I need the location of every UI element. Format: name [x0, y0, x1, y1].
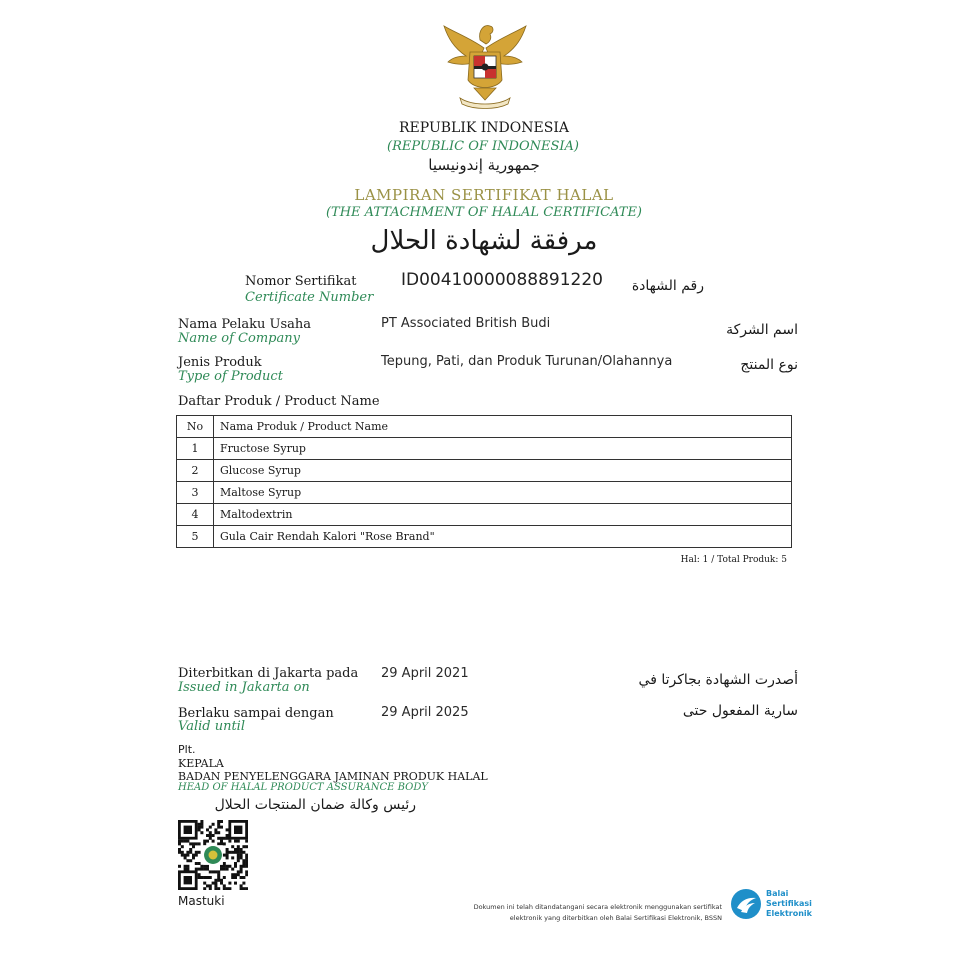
bsre-logo-text	[766, 889, 812, 919]
table-header-row	[177, 416, 792, 438]
signatory-body: BADAN PENYELENGGARA JAMINAN PRODUK HALAL	[178, 770, 488, 783]
table-row	[177, 460, 792, 482]
table-row	[177, 526, 792, 548]
valid-label-ar: سارية المفعول حتى	[682, 703, 798, 719]
company-label-en: Name of Company	[178, 331, 300, 346]
product-type-label: Jenis Produk	[178, 355, 262, 370]
bsre-text-line3: Elektronik	[766, 909, 812, 918]
row-product-name: Glucose Syrup	[214, 460, 792, 482]
row-no: 3	[177, 482, 214, 504]
issued-label: Diterbitkan di Jakarta pada	[178, 666, 359, 681]
certificate-number: ID00410000088891220	[401, 270, 603, 290]
column-header-name: Nama Produk / Product Name	[214, 416, 792, 438]
certificate-number-label: Nomor Sertifikat	[245, 274, 357, 289]
company-name: PT Associated British Budi	[381, 316, 551, 331]
page-info: Hal: 1 / Total Produk: 5	[680, 555, 787, 565]
row-product-name: Gula Cair Rendah Kalori "Rose Brand"	[214, 526, 792, 548]
electronic-signature-note	[446, 902, 722, 924]
issued-label-en: Issued in Jakarta on	[178, 680, 310, 695]
country-name-ar: جمهورية إندونيسيا	[428, 156, 540, 174]
row-no: 5	[177, 526, 214, 548]
product-table	[176, 415, 792, 548]
table-row	[177, 482, 792, 504]
row-no: 1	[177, 438, 214, 460]
issued-label-ar: أصدرت الشهادة بجاكرتا في	[638, 672, 798, 688]
bsre-text-line2: Sertifikasi	[766, 899, 812, 908]
signatory-title: KEPALA	[178, 757, 224, 770]
country-name-en: (REPUBLIC OF INDONESIA)	[387, 139, 579, 154]
signatory-body-ar: رئيس وكالة ضمان المنتجات الحلال	[214, 797, 416, 813]
product-type-value: Tepung, Pati, dan Produk Turunan/Olahannya	[381, 354, 673, 369]
row-no: 2	[177, 460, 214, 482]
certificate-number-label-en: Certificate Number	[245, 290, 374, 305]
table-row	[177, 504, 792, 526]
row-product-name: Maltose Syrup	[214, 482, 792, 504]
valid-label: Berlaku sampai dengan	[178, 706, 334, 721]
signatory-name: Mastuki	[178, 894, 225, 908]
company-label: Nama Pelaku Usaha	[178, 317, 311, 332]
electronic-signature-note-line2: elektronik yang diterbitkan oleh Balai Sertifikasi Elektronik, BSSN	[509, 914, 722, 922]
valid-label-en: Valid until	[178, 719, 245, 734]
country-name: REPUBLIK INDONESIA	[399, 120, 569, 136]
signatory-body-en: HEAD OF HALAL PRODUCT ASSURANCE BODY	[178, 782, 428, 793]
company-label-ar: اسم الشركة	[726, 322, 798, 338]
bsre-logo-icon	[730, 888, 762, 920]
document-title-ar: مرفقة لشهادة الحلال	[370, 226, 598, 256]
qr-code-icon	[178, 820, 248, 890]
issued-date: 29 April 2021	[381, 666, 469, 681]
row-product-name: Fructose Syrup	[214, 438, 792, 460]
product-list-heading: Daftar Produk / Product Name	[178, 394, 380, 409]
valid-date: 29 April 2025	[381, 705, 469, 720]
product-type-label-ar: نوع المنتج	[740, 357, 798, 373]
row-product-name: Maltodextrin	[214, 504, 792, 526]
product-type-label-en: Type of Product	[178, 369, 283, 384]
table-row	[177, 438, 792, 460]
column-header-no: No	[177, 416, 214, 438]
garuda-emblem-icon	[440, 18, 530, 110]
bsre-text-line1: Balai	[766, 889, 789, 898]
document-title: LAMPIRAN SERTIFIKAT HALAL	[354, 186, 614, 204]
document-title-en: (THE ATTACHMENT OF HALAL CERTIFICATE)	[325, 205, 643, 220]
certificate-number-label-ar: رقم الشهادة	[631, 278, 704, 294]
row-no: 4	[177, 504, 214, 526]
electronic-signature-note-line1: Dokumen ini telah ditandatangani secara elektronik menggunakan sertifikat	[473, 903, 722, 911]
signatory-plt: Plt.	[178, 743, 196, 756]
